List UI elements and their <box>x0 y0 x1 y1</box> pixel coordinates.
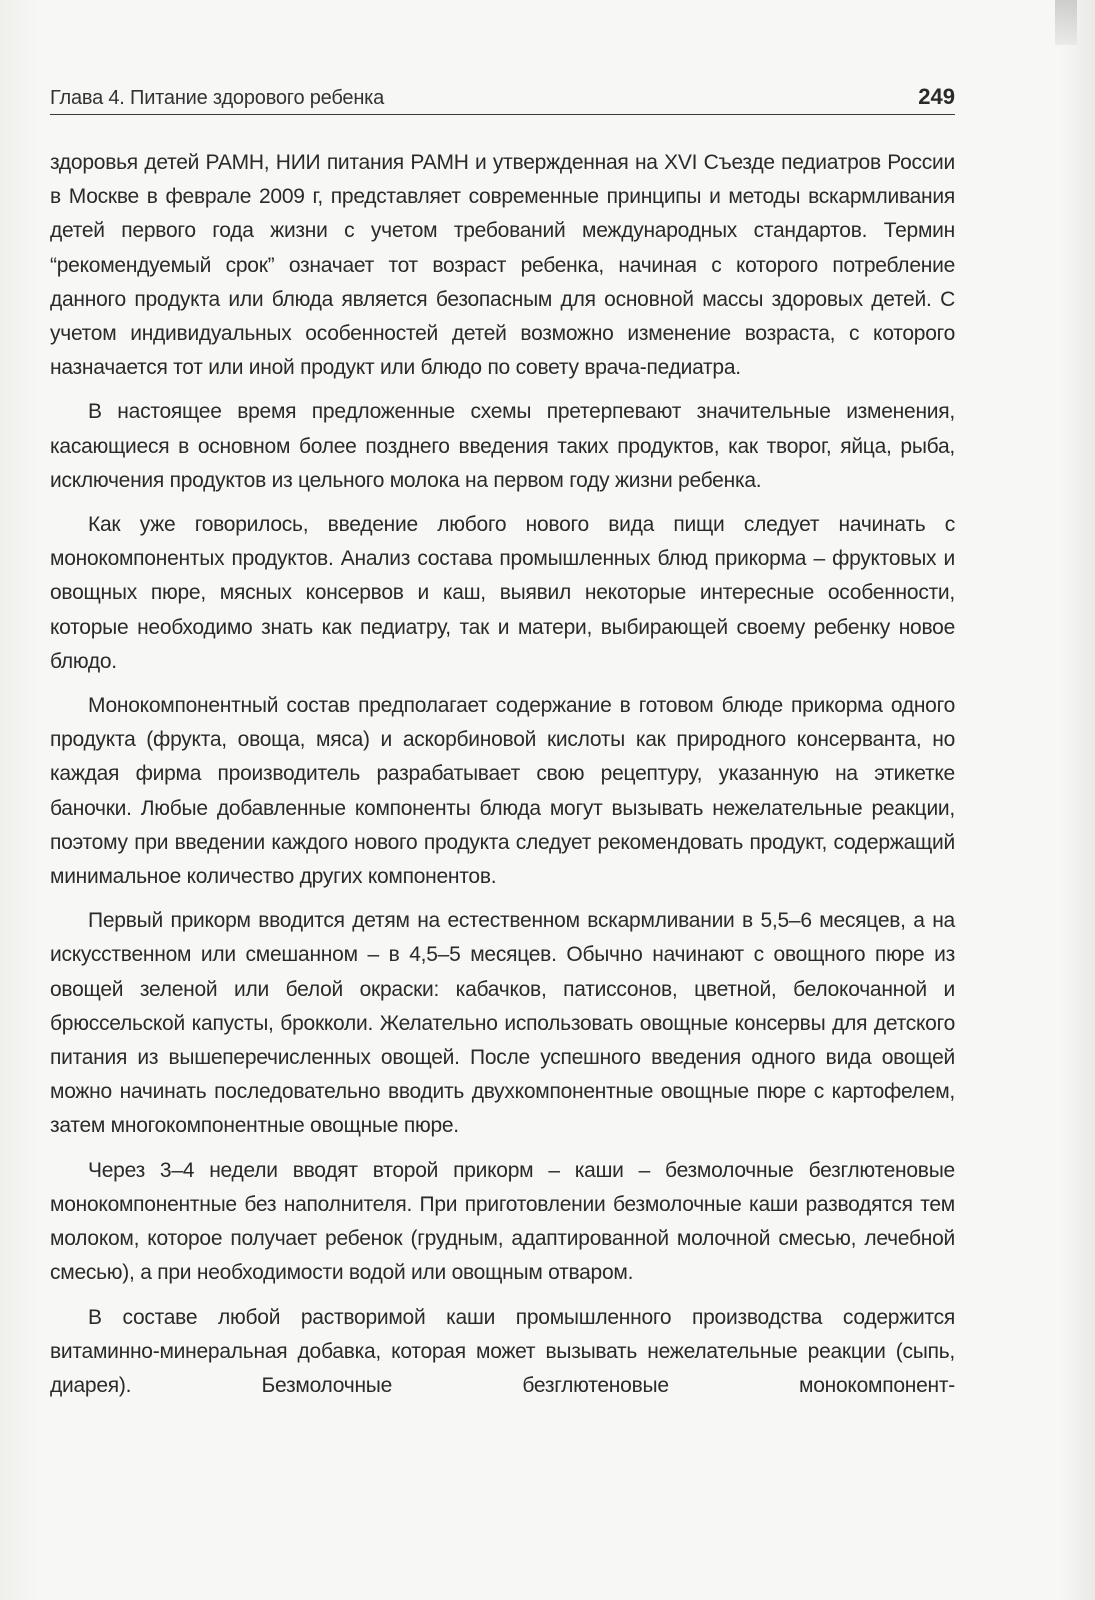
page-number: 249 <box>918 84 955 109</box>
body-text <box>50 146 955 1413</box>
paragraph: Через 3–4 недели вводят второй прикорм – каши – безмолочные безглютеновые монокомпонентные без наполнителя. При приготовлении безмолочные каши разводятся тем молоком, которое получает ребенок (грудным, адаптированной молочной смесью, лечебной смесью), а при необходимости водой или овощным отваром. <box>50 1158 955 1285</box>
running-header <box>50 82 955 115</box>
paragraph: Первый прикорм вводится детям на естественном вскармливании в 5,5–6 месяцев, а на искусственном или смешанном – в 4,5–5 месяцев. Обычно начинают с овощного пюре из овощей зеленой или белой окраски: кабачков, патиссонов, цветной, белокочанной и брюссельской капусты, брокколи. Желательно использовать овощные консервы для детского питания из вышеперечисленных овощей. После успешного введения одного вида овощей можно начинать последовательно вводить двухкомпонентные овощные пюре с картофелем, затем многокомпонентные овощные пюре. <box>50 909 955 1138</box>
paragraph: В составе любой растворимой каши промышленного производства содержится витаминно-минеральная добавка, которая может вызывать нежелательные реакции (сыпь, диарея). Безмолочные безглютеновые монокомпонент- <box>50 1305 955 1397</box>
paragraph: В настоящее время предложенные схемы претерпевают значительные изменения, касающиеся в основном более позднего введения таких продуктов, как творог, яйца, рыба, исключения продуктов из цельного молока на первом году жизни ребенка. <box>50 400 955 492</box>
running-title: Глава 4. Питание здорового ребенка <box>50 87 385 109</box>
page-corner-shadow <box>1055 0 1077 45</box>
paragraph: Как уже говорилось, введение любого нового вида пищи следует начинать с монокомпонентых продуктов. Анализ состава промышленных блюд прикорма – фруктовых и овощных пюре, мясных консервов и каш, выявил некоторые интересные особенности, которые необходимо знать как педиатру, так и матери, выбирающей своему ребенку новое блюдо. <box>50 513 955 673</box>
paragraph: Монокомпонентный состав предполагает содержание в готовом блюде прикорма одного продукта (фрукта, овоща, мяса) и аскорбиновой кислоты как природного консерванта, но каждая фирма производитель разрабатывает свою рецептуру, указанную на этикетке баночки. Любые добавленные компоненты блюда могут вызывать нежелательные реакции, поэтому при введении каждого нового продукта следует рекомендовать продукт, содержащий минимальное количество других компонентов. <box>50 694 955 889</box>
paragraph: здоровья детей РАМН, НИИ питания РАМН и утвержденная на XVI Съезде педиатров России в Москве в феврале 2009 г, представляет современные принципы и методы вскармливания детей первого года жизни с учетом требований международных стандартов. Термин “рекомендуемый срок” означает тот возраст ребенка, начиная с которого потребление данного продукта или блюда является безопасным для основной массы здоровых детей. С учетом индивидуальных особенностей детей возможно изменение возраста, с которого назначается тот или иной продукт или блюдо по совету врача-педиатра. <box>50 151 955 380</box>
